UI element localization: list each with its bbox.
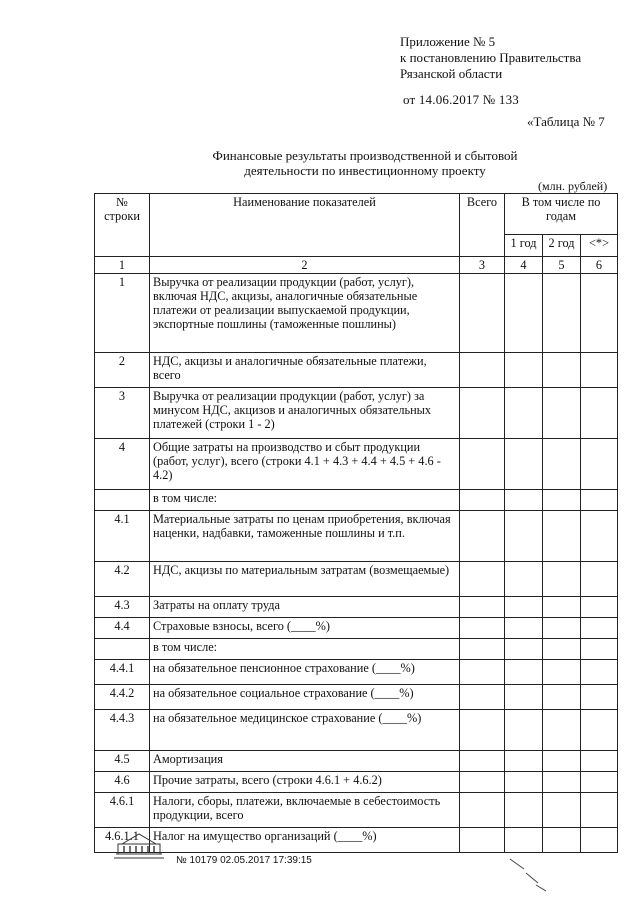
more-years-cell[interactable] (581, 388, 618, 439)
table-row (95, 511, 618, 562)
year-2-cell[interactable] (543, 597, 581, 618)
table-row (95, 439, 618, 490)
year-2-cell[interactable] (543, 274, 581, 353)
more-years-cell[interactable] (581, 562, 618, 597)
total-cell[interactable] (460, 274, 505, 353)
indicator-name: Выручка от реализации продукции (работ, услуг), включая НДС, акцизы, аналогичные обязательные платежи от реализации выпускаемой продукции, экспортные пошлины (таможенные пошлины) (150, 274, 460, 353)
year-2-cell[interactable] (543, 828, 581, 853)
total-cell[interactable] (460, 562, 505, 597)
total-cell[interactable] (460, 353, 505, 388)
column-number: 1 (95, 257, 150, 274)
document-title (170, 148, 560, 178)
table-row (95, 490, 618, 511)
year-2-cell[interactable] (543, 660, 581, 685)
indicator-name: Налоги, сборы, платежи, включаемые в себестоимость продукции, всего (150, 793, 460, 828)
more-years-cell[interactable] (581, 490, 618, 511)
table-row (95, 828, 618, 853)
year-2-cell[interactable] (543, 562, 581, 597)
year-1-cell[interactable] (505, 511, 543, 562)
row-number: 4.5 (95, 751, 150, 772)
row-number: 4.4.3 (95, 710, 150, 751)
more-years-cell[interactable] (581, 710, 618, 751)
units-label: (млн. рублей) (538, 179, 608, 193)
appendix-line-1: Приложение № 5 (400, 34, 496, 49)
year-2-cell[interactable] (543, 490, 581, 511)
total-cell[interactable] (460, 660, 505, 685)
table-row (95, 388, 618, 439)
column-number: 3 (460, 257, 505, 274)
row-number: 4.4 (95, 618, 150, 639)
indicator-name: на обязательное медицинское страхование (____%) (150, 710, 460, 751)
total-cell[interactable] (460, 685, 505, 710)
pen-mark (490, 855, 550, 895)
year-2-cell[interactable] (543, 511, 581, 562)
table-row (95, 618, 618, 639)
row-number: 1 (95, 274, 150, 353)
appendix-line-2: к постановлению Правительства (400, 50, 582, 65)
more-years-cell[interactable] (581, 511, 618, 562)
more-years-cell[interactable] (581, 751, 618, 772)
row-number: 4.6.1.1 (95, 828, 150, 853)
row-number: 4 (95, 439, 150, 490)
year-2-cell[interactable] (543, 439, 581, 490)
indicator-name: Амортизация (150, 751, 460, 772)
total-cell[interactable] (460, 639, 505, 660)
more-years-cell[interactable] (581, 618, 618, 639)
more-years-cell[interactable] (581, 439, 618, 490)
year-2-cell[interactable] (543, 639, 581, 660)
total-cell[interactable] (460, 751, 505, 772)
year-1-cell[interactable] (505, 660, 543, 685)
column-number: 2 (150, 257, 460, 274)
more-years-cell[interactable] (581, 660, 618, 685)
more-years-cell[interactable] (581, 274, 618, 353)
indicator-name: Общие затраты на производство и сбыт продукции (работ, услуг), всего (строки 4.1 + 4.3 + 4.4 + 4.5 + 4.6 - 4.2) (150, 439, 460, 490)
registration-number: № 10179 02.05.2017 17:39:15 (176, 855, 312, 866)
table-header-row (95, 194, 618, 235)
indicator-name: в том числе: (150, 490, 460, 511)
indicator-name: на обязательное социальное страхование (____%) (150, 685, 460, 710)
total-cell[interactable] (460, 597, 505, 618)
year-1-cell[interactable] (505, 639, 543, 660)
header-more-years: <*> (581, 234, 618, 256)
row-number: 4.4.1 (95, 660, 150, 685)
year-2-cell[interactable] (543, 618, 581, 639)
year-1-cell[interactable] (505, 490, 543, 511)
year-1-cell[interactable] (505, 439, 543, 490)
total-cell[interactable] (460, 618, 505, 639)
table-number: «Таблица № 7 (527, 114, 605, 129)
year-1-cell[interactable] (505, 388, 543, 439)
row-number (95, 639, 150, 660)
column-numbers-row (95, 257, 618, 274)
indicator-name: Затраты на оплату труда (150, 597, 460, 618)
more-years-cell[interactable] (581, 793, 618, 828)
resolution-date-number: от 14.06.2017 № 133 (403, 92, 519, 107)
table-row (95, 772, 618, 793)
row-number: 4.3 (95, 597, 150, 618)
financial-results-table (94, 193, 618, 853)
year-2-cell[interactable] (543, 772, 581, 793)
more-years-cell[interactable] (581, 597, 618, 618)
row-number: 4.2 (95, 562, 150, 597)
year-2-cell[interactable] (543, 353, 581, 388)
table-row (95, 751, 618, 772)
row-number: 2 (95, 353, 150, 388)
total-cell[interactable] (460, 793, 505, 828)
header-row-number: № строки (95, 194, 150, 257)
year-2-cell[interactable] (543, 793, 581, 828)
column-number: 4 (505, 257, 543, 274)
column-number: 6 (581, 257, 618, 274)
title-line-2: деятельности по инвестиционному проекту (244, 163, 486, 178)
more-years-cell[interactable] (581, 353, 618, 388)
year-1-cell[interactable] (505, 828, 543, 853)
year-1-cell[interactable] (505, 710, 543, 751)
appendix-header (400, 34, 581, 82)
total-cell[interactable] (460, 772, 505, 793)
row-number: 4.6 (95, 772, 150, 793)
table-row (95, 710, 618, 751)
total-cell[interactable] (460, 490, 505, 511)
indicator-name: на обязательное пенсионное страхование (____%) (150, 660, 460, 685)
year-1-cell[interactable] (505, 274, 543, 353)
year-2-cell[interactable] (543, 388, 581, 439)
indicator-name: НДС, акцизы и аналогичные обязательные платежи, всего (150, 353, 460, 388)
indicator-name: Налог на имущество организаций (____%) (150, 828, 460, 853)
year-1-cell[interactable] (505, 793, 543, 828)
header-including-years: В том числе по годам (505, 194, 618, 235)
table-row (95, 660, 618, 685)
year-1-cell[interactable] (505, 353, 543, 388)
indicator-name: Выручка от реализации продукции (работ, услуг) за минусом НДС, акцизов и аналогичных обязательных платежей (строки 1 - 2) (150, 388, 460, 439)
more-years-cell[interactable] (581, 828, 618, 853)
table-row (95, 597, 618, 618)
total-cell[interactable] (460, 439, 505, 490)
column-number: 5 (543, 257, 581, 274)
table-row (95, 793, 618, 828)
indicator-name: Прочие затраты, всего (строки 4.6.1 + 4.6.2) (150, 772, 460, 793)
year-1-cell[interactable] (505, 772, 543, 793)
indicator-name: НДС, акцизы по материальным затратам (возмещаемые) (150, 562, 460, 597)
year-2-cell[interactable] (543, 710, 581, 751)
table-row (95, 353, 618, 388)
year-1-cell[interactable] (505, 618, 543, 639)
total-cell[interactable] (460, 511, 505, 562)
table-row (95, 685, 618, 710)
indicator-name: Страховые взносы, всего (____%) (150, 618, 460, 639)
registration-stamp-logo (112, 830, 166, 860)
table-row (95, 274, 618, 353)
table-row (95, 562, 618, 597)
table-row (95, 639, 618, 660)
header-year-1: 1 год (505, 234, 543, 256)
table-body (95, 274, 618, 853)
row-number (95, 490, 150, 511)
year-1-cell[interactable] (505, 751, 543, 772)
header-year-2: 2 год (543, 234, 581, 256)
row-number: 4.4.2 (95, 685, 150, 710)
year-2-cell[interactable] (543, 751, 581, 772)
total-cell[interactable] (460, 710, 505, 751)
year-1-cell[interactable] (505, 685, 543, 710)
row-number: 3 (95, 388, 150, 439)
total-cell[interactable] (460, 828, 505, 853)
row-number: 4.6.1 (95, 793, 150, 828)
total-cell[interactable] (460, 388, 505, 439)
header-indicator-name: Наименование показателей (150, 194, 460, 257)
year-2-cell[interactable] (543, 685, 581, 710)
year-1-cell[interactable] (505, 562, 543, 597)
appendix-line-3: Рязанской области (400, 66, 503, 81)
row-number: 4.1 (95, 511, 150, 562)
more-years-cell[interactable] (581, 772, 618, 793)
indicator-name: в том числе: (150, 639, 460, 660)
year-1-cell[interactable] (505, 597, 543, 618)
more-years-cell[interactable] (581, 639, 618, 660)
indicator-name: Материальные затраты по ценам приобретения, включая наценки, надбавки, таможенные пошлины и т.п. (150, 511, 460, 562)
more-years-cell[interactable] (581, 685, 618, 710)
title-line-1: Финансовые результаты производственной и сбытовой (212, 148, 518, 163)
header-total: Всего (460, 194, 505, 257)
